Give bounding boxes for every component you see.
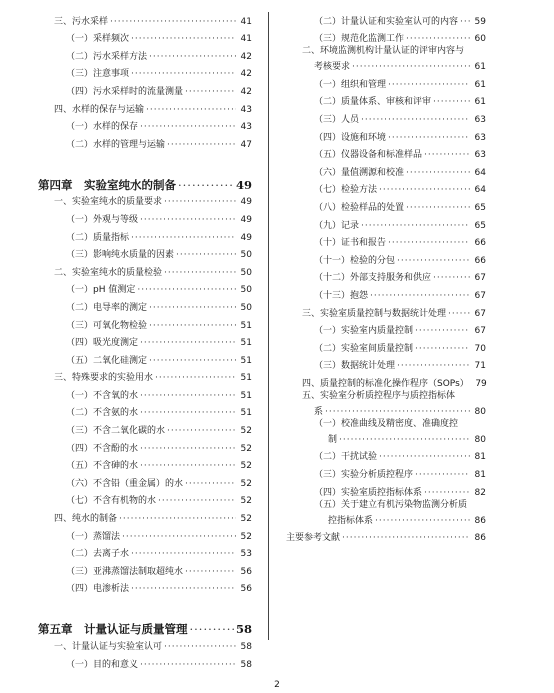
toc-entry[interactable] xyxy=(38,261,252,279)
toc-entry-title: （二）污水采样方法 xyxy=(66,51,148,62)
toc-entry-title: （三）规范化监测工作 xyxy=(314,34,405,45)
toc-entry-title: （二）质量体系、审核和评审 xyxy=(314,97,432,108)
toc-entry[interactable] xyxy=(38,98,252,116)
leader-dots xyxy=(178,180,234,191)
leader-dots xyxy=(397,256,470,267)
toc-entry-page: 43 xyxy=(240,104,252,115)
toc-entry-title: （四）实验室质控指标体系 xyxy=(314,487,423,498)
leader-dots xyxy=(137,285,236,296)
leader-dots xyxy=(140,391,236,402)
toc-entry-page: 52 xyxy=(240,531,252,542)
toc-entry[interactable] xyxy=(38,402,252,420)
toc-entry-page: 67 xyxy=(474,290,486,301)
leader-dots xyxy=(149,356,236,367)
toc-entry[interactable] xyxy=(38,635,252,653)
leader-dots xyxy=(176,250,236,261)
toc-entry[interactable] xyxy=(38,543,252,561)
toc-entry[interactable] xyxy=(286,249,486,267)
leader-dots xyxy=(131,34,236,45)
leader-dots xyxy=(185,479,236,490)
toc-entry[interactable] xyxy=(286,126,486,144)
toc-entry[interactable] xyxy=(38,455,252,473)
toc-entry-title: （七）不含有机物的水 xyxy=(66,496,157,507)
toc-entry[interactable] xyxy=(38,578,252,596)
leader-dots xyxy=(140,461,236,472)
toc-entry-title: （七）检验方法 xyxy=(314,185,378,196)
toc-entry[interactable] xyxy=(286,355,486,373)
toc-entry[interactable] xyxy=(38,367,252,385)
toc-entry[interactable] xyxy=(38,653,252,671)
toc-entry[interactable] xyxy=(286,267,486,285)
toc-entry-title: （十三）抱怨 xyxy=(314,290,369,301)
leader-dots xyxy=(415,326,470,337)
toc-entry[interactable] xyxy=(38,279,252,297)
leader-dots xyxy=(352,62,470,73)
toc-entry-title: 主要参考文献 xyxy=(286,533,341,544)
toc-entry-title: （四）电渗析法 xyxy=(66,584,130,595)
toc-entry-title: （三）实验分析质控程序 xyxy=(314,470,414,481)
toc-entry-page: 50 xyxy=(240,285,252,296)
toc-entry-page: 67 xyxy=(474,273,486,284)
page-number: 2 xyxy=(274,680,280,690)
leader-dots xyxy=(460,17,470,28)
toc-entry[interactable] xyxy=(38,244,252,262)
toc-entry[interactable] xyxy=(286,73,486,91)
toc-entry-page: 50 xyxy=(240,250,252,261)
toc-entry[interactable] xyxy=(38,116,252,134)
leader-dots xyxy=(370,291,470,302)
toc-entry-title: （一）外观与等级 xyxy=(66,214,139,225)
toc-entry-title: （一）采样频次 xyxy=(66,34,130,45)
toc-entry-title: （四）污水采样时的流量测量 xyxy=(66,86,184,97)
toc-entry-page: 49 xyxy=(235,177,252,192)
leader-dots xyxy=(424,488,470,499)
toc-entry-title: 三、特殊要求的实验用水 xyxy=(54,373,154,384)
toc-entry[interactable] xyxy=(38,28,252,46)
leader-dots xyxy=(379,452,470,463)
toc-entry[interactable] xyxy=(286,144,486,162)
toc-entry-title: 一、实验室纯水的质量要求 xyxy=(54,197,163,208)
toc-entry-title: （一）蒸馏法 xyxy=(66,531,121,542)
toc-entry[interactable] xyxy=(286,481,486,499)
toc-entry[interactable] xyxy=(38,472,252,490)
toc-entry-page: 66 xyxy=(474,255,486,266)
toc-entry-page: 51 xyxy=(240,338,252,349)
toc-entry-title: （五）不含砷的水 xyxy=(66,461,139,472)
toc-right-column xyxy=(286,10,486,544)
toc-entry-title: 二、实验室纯水的质量检验 xyxy=(54,267,163,278)
leader-dots xyxy=(388,80,470,91)
toc-entry-title: （五）仪器设备和标准样品 xyxy=(314,150,423,161)
toc-entry-page: 64 xyxy=(474,185,486,196)
toc-entry-page: 63 xyxy=(474,114,486,125)
leader-dots xyxy=(131,69,236,80)
leader-dots xyxy=(339,435,470,446)
toc-entry-page: 86 xyxy=(474,533,486,544)
toc-entry-page: 64 xyxy=(474,167,486,178)
toc-entry-title: （二）实验室间质量控制 xyxy=(314,343,414,354)
toc-entry-page: 80 xyxy=(474,434,486,445)
toc-entry-page: 58 xyxy=(235,622,252,637)
leader-dots xyxy=(149,321,236,332)
toc-entry-title-cont: 制 xyxy=(328,434,338,445)
toc-entry-page: 42 xyxy=(240,51,252,62)
toc-entry-page: 56 xyxy=(240,584,252,595)
toc-entry-title: （四）吸光度测定 xyxy=(66,338,139,349)
leader-dots xyxy=(424,150,470,161)
leader-dots xyxy=(140,338,236,349)
toc-entry-page: 65 xyxy=(474,220,486,231)
toc-entry-page: 67 xyxy=(474,326,486,337)
toc-entry-page: 63 xyxy=(474,150,486,161)
toc-entry-page: 52 xyxy=(240,443,252,454)
leader-dots xyxy=(415,344,470,355)
toc-entry-title: （一）校准曲线及精密度、准确度控 xyxy=(314,418,459,429)
toc-entry[interactable] xyxy=(38,191,252,209)
toc-entry[interactable] xyxy=(286,91,486,109)
toc-entry[interactable] xyxy=(286,302,486,320)
leader-dots xyxy=(140,408,236,419)
toc-entry[interactable] xyxy=(38,314,252,332)
toc-entry[interactable] xyxy=(286,214,486,232)
toc-entry-title: （一）目的和意义 xyxy=(66,659,139,670)
leader-dots xyxy=(164,197,236,208)
toc-entry[interactable] xyxy=(38,80,252,98)
leader-dots xyxy=(185,87,236,98)
toc-entry-page: 47 xyxy=(240,139,252,150)
leader-dots xyxy=(433,97,470,108)
leader-dots xyxy=(164,642,236,653)
leader-dots xyxy=(119,514,236,525)
toc-entry[interactable] xyxy=(38,133,252,151)
toc-entry[interactable] xyxy=(38,63,252,81)
toc-entry[interactable] xyxy=(286,179,486,197)
toc-entry[interactable] xyxy=(38,525,252,543)
toc-entry-page: 81 xyxy=(474,470,486,481)
toc-entry-title: （九）记录 xyxy=(314,220,360,231)
toc-entry-title: （三）注意事项 xyxy=(66,69,130,80)
toc-entry[interactable] xyxy=(38,349,252,367)
leader-dots xyxy=(342,533,470,544)
toc-entry-title: 二、环境监测机构计量认证的评审内容与 xyxy=(302,46,465,57)
leader-dots xyxy=(158,496,236,507)
section-gap xyxy=(38,595,252,615)
toc-entry-page: 53 xyxy=(240,549,252,560)
toc-entry[interactable] xyxy=(38,332,252,350)
leader-dots xyxy=(361,221,470,232)
toc-entry-title-cont: 控指标体系 xyxy=(328,515,374,526)
leader-dots xyxy=(406,168,470,179)
toc-entry-page: 59 xyxy=(474,16,486,27)
leader-dots xyxy=(146,105,236,116)
toc-entry-title: 第四章 实验室纯水的制备 xyxy=(38,177,176,192)
toc-entry[interactable] xyxy=(38,296,252,314)
toc-entry-page: 63 xyxy=(474,132,486,143)
toc-entry[interactable] xyxy=(286,45,486,73)
toc-entry-title: （一）水样的保存 xyxy=(66,122,139,133)
toc-entry-title: （八）检验样品的处置 xyxy=(314,202,405,213)
toc-entry-title-cont: 考核要求 xyxy=(314,62,351,73)
toc-entry-page: 51 xyxy=(240,408,252,419)
leader-dots xyxy=(164,268,236,279)
toc-entry-page: 51 xyxy=(240,390,252,401)
toc-entry-page: 51 xyxy=(240,320,252,331)
leader-dots xyxy=(185,567,236,578)
toc-entry[interactable] xyxy=(286,161,486,179)
toc-entry-title: （一）实验室内质量控制 xyxy=(314,326,414,337)
toc-entry-page: 49 xyxy=(240,214,252,225)
toc-entry[interactable] xyxy=(286,446,486,464)
toc-entry-page: 52 xyxy=(240,496,252,507)
toc-entry[interactable] xyxy=(286,320,486,338)
toc-entry-page: 60 xyxy=(474,34,486,45)
toc-entry-title: 四、水样的保存与运输 xyxy=(54,104,145,115)
toc-entry-page: 50 xyxy=(240,302,252,313)
toc-entry[interactable] xyxy=(286,108,486,126)
leader-dots xyxy=(140,122,236,133)
column-divider xyxy=(268,12,269,640)
leader-dots xyxy=(110,17,236,28)
toc-entry-page: 58 xyxy=(240,659,252,670)
leader-dots xyxy=(140,444,236,455)
toc-entry-page: 43 xyxy=(240,122,252,133)
leader-dots xyxy=(397,361,470,372)
toc-entry-title: 第五章 计量认证与质量管理 xyxy=(38,622,188,637)
toc-entry-title: 三、污水采样 xyxy=(54,16,109,27)
toc-entry-page: 42 xyxy=(240,86,252,97)
toc-entry-title: （二）去离子水 xyxy=(66,549,130,560)
leader-dots xyxy=(190,624,234,635)
leader-dots xyxy=(131,549,236,560)
toc-entry-page: 61 xyxy=(474,97,486,108)
section-gap xyxy=(38,151,252,171)
toc-entry-title: （二）电导率的测定 xyxy=(66,302,148,313)
toc-entry-page: 50 xyxy=(240,267,252,278)
leader-dots xyxy=(122,532,236,543)
toc-entry-page: 52 xyxy=(240,478,252,489)
leader-dots xyxy=(325,407,470,418)
toc-entry[interactable] xyxy=(286,196,486,214)
chapter-heading[interactable] xyxy=(38,171,252,191)
toc-entry-page: 49 xyxy=(240,197,252,208)
toc-entry-title: （三）亚沸蒸馏法制取超纯水 xyxy=(66,566,184,577)
toc-left-column xyxy=(38,10,252,671)
toc-entry-page: 71 xyxy=(474,361,486,372)
toc-entry-page: 61 xyxy=(474,79,486,90)
toc-entry-page: 51 xyxy=(240,355,252,366)
toc-entry[interactable] xyxy=(38,208,252,226)
toc-entry-title: （四）不含酚的水 xyxy=(66,443,139,454)
toc-entry[interactable] xyxy=(38,226,252,244)
toc-entry[interactable] xyxy=(286,10,486,28)
leader-dots xyxy=(379,185,470,196)
toc-entry-page: 52 xyxy=(240,514,252,525)
toc-entry-page: 52 xyxy=(240,461,252,472)
toc-entry-title: （十一）检验的分包 xyxy=(314,255,396,266)
toc-entry-page: 82 xyxy=(474,487,486,498)
leader-dots xyxy=(131,584,236,595)
toc-entry-page: 66 xyxy=(474,238,486,249)
toc-entry-title: （二）不含氨的水 xyxy=(66,408,139,419)
leader-dots xyxy=(155,373,236,384)
leader-dots xyxy=(149,52,236,63)
toc-entry-page: 70 xyxy=(474,343,486,354)
toc-entry-title: （五）二氧化硅测定 xyxy=(66,355,148,366)
toc-entry-page: 86 xyxy=(474,515,486,526)
toc-entry[interactable] xyxy=(286,390,486,418)
toc-entry[interactable] xyxy=(38,384,252,402)
toc-entry[interactable] xyxy=(38,437,252,455)
toc-entry-page: 51 xyxy=(240,373,252,384)
toc-entry-page: 80 xyxy=(474,406,486,417)
toc-entry-title: （五）关于建立有机污染物监测分析质 xyxy=(314,499,468,510)
leader-dots xyxy=(406,34,470,45)
leader-dots xyxy=(388,133,470,144)
toc-entry-page: 79 xyxy=(475,378,487,389)
toc-entry-title: （三）可氧化物检验 xyxy=(66,320,148,331)
leader-dots xyxy=(406,203,470,214)
toc-entry-page: 56 xyxy=(240,566,252,577)
toc-entry-title: （一）组织和管理 xyxy=(314,79,387,90)
toc-entry[interactable] xyxy=(38,419,252,437)
toc-entry[interactable] xyxy=(38,560,252,578)
toc-entry[interactable] xyxy=(286,337,486,355)
toc-entry[interactable] xyxy=(286,463,486,481)
toc-entry[interactable] xyxy=(286,28,486,46)
toc-entry[interactable] xyxy=(286,527,486,545)
toc-entry-title: 三、实验室质量控制与数据统计处理 xyxy=(302,308,447,319)
toc-entry[interactable] xyxy=(38,10,252,28)
toc-entry[interactable] xyxy=(286,232,486,250)
toc-entry-title: 四、质量控制的标准化操作程序（SOPs） xyxy=(302,378,469,389)
toc-entry[interactable] xyxy=(286,499,486,527)
toc-entry-page: 81 xyxy=(474,452,486,463)
toc-entry[interactable] xyxy=(38,507,252,525)
toc-entry[interactable] xyxy=(286,284,486,302)
toc-entry-title: 四、纯水的制备 xyxy=(54,514,118,525)
toc-entry-title-cont: 系 xyxy=(314,406,324,417)
toc-entry-title: （三）人员 xyxy=(314,114,360,125)
toc-entry-title: （十二）外部支持服务和供应 xyxy=(314,273,432,284)
leader-dots xyxy=(361,115,470,126)
toc-entry-title: （三）影响纯水质量的因素 xyxy=(66,250,175,261)
toc-entry-page: 42 xyxy=(240,69,252,80)
toc-entry-title: （六）不含铅（重金属）的水 xyxy=(66,478,184,489)
leader-dots xyxy=(131,233,236,244)
leader-dots xyxy=(433,273,470,284)
leader-dots xyxy=(149,303,236,314)
toc-entry-title: （三）不含二氧化碳的水 xyxy=(66,426,166,437)
toc-entry-title: （二）干扰试验 xyxy=(314,452,378,463)
leader-dots xyxy=(140,660,236,671)
leader-dots xyxy=(448,309,470,320)
chapter-heading[interactable] xyxy=(38,615,252,635)
toc-entry[interactable] xyxy=(286,372,486,390)
toc-entry-page: 67 xyxy=(474,308,486,319)
toc-entry-page: 65 xyxy=(474,202,486,213)
toc-entry-title: （二）质量指标 xyxy=(66,232,130,243)
toc-entry-page: 52 xyxy=(240,426,252,437)
leader-dots xyxy=(415,470,470,481)
leader-dots xyxy=(167,426,236,437)
leader-dots xyxy=(167,140,236,151)
toc-entry-title: （一）不含氧的水 xyxy=(66,390,139,401)
toc-entry-page: 41 xyxy=(240,16,252,27)
toc-entry-title: 五、实验室分析质控程序与质控指标体 xyxy=(302,390,456,401)
toc-entry-title: （三）数据统计处理 xyxy=(314,361,396,372)
toc-entry-page: 49 xyxy=(240,232,252,243)
leader-dots xyxy=(388,238,470,249)
toc-entry-title: 一、计量认证与实验室认可 xyxy=(54,642,163,652)
toc-entry-page: 58 xyxy=(240,642,252,652)
toc-entry-title: （一）pH 值测定 xyxy=(66,285,136,296)
toc-entry[interactable] xyxy=(38,490,252,508)
leader-dots xyxy=(140,215,236,226)
toc-entry-title: （六）量值溯源和校准 xyxy=(314,167,405,178)
leader-dots xyxy=(375,516,470,527)
toc-entry-title: （二）计量认证和实验室认可的内容 xyxy=(314,16,459,27)
toc-entry-page: 41 xyxy=(240,34,252,45)
toc-entry-title: （十）证书和报告 xyxy=(314,238,387,249)
toc-entry-page: 61 xyxy=(474,62,486,73)
toc-entry[interactable] xyxy=(38,45,252,63)
toc-entry[interactable] xyxy=(286,418,486,446)
toc-entry-title: （二）水样的管理与运输 xyxy=(66,139,166,150)
toc-entry-title: （四）设施和环境 xyxy=(314,132,387,143)
